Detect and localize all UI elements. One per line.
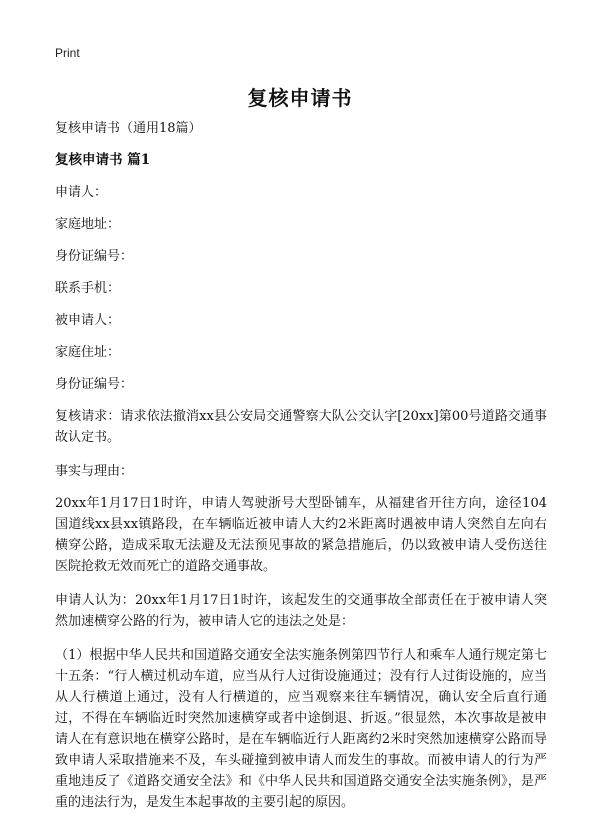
section-heading: 复核申请书 篇1: [55, 152, 151, 168]
facts-heading: 事实与理由：: [55, 464, 134, 479]
field-home-address: 家庭地址：: [55, 217, 121, 232]
field-respondent: 被申请人：: [55, 313, 121, 328]
document-subtitle: 复核申请书（通用18篇）: [55, 121, 202, 136]
print-link[interactable]: Print: [55, 46, 80, 60]
field-id-number: 身份证编号：: [55, 249, 134, 264]
document-title: 复核申请书: [247, 86, 353, 110]
field-respondent-address: 家庭住址：: [55, 345, 121, 360]
review-request: 复核请求：请求依法撤消xx县公安局交通警察大队公交认字[20xx]第00号道路交通事故认定书。: [55, 409, 547, 445]
paragraph-facts: 20xx年1月17日1时许，申请人驾驶浙号大型卧铺车，从福建省开往方向，途径104国道线xx县xx镇路段，在车辆临近被申请人大约2米距离时遇被申请人突然自左向右横穿公路，造成采取无法避及无法预见事故的紧急措施后，仍以致被申请人受伤送往医院抢救无效而死亡的道路交通事故。: [55, 496, 547, 574]
field-phone: 联系手机：: [55, 281, 121, 296]
field-respondent-id-number: 身份证编号：: [55, 377, 134, 392]
document-body: [55, 118, 547, 826]
paragraph-opinion: 申请人认为：20xx年1月17日1时许，该起发生的交通事故全部责任在于被申请人突然加速横穿公路的行为，被申请人它的违法之处是：: [55, 593, 547, 629]
paragraph-legal-basis: （1）根据中华人民共和国道路交通安全法实施条例第四节行人和乘车人通行规定第七十五条：“行人横过机动车道，应当从行人过街设施通过；没有行人过街设施的，应当从人行横道上通过，没有人行横道的，应当观察来往车辆情况，确认安全后直行通过，不得在车辆临近时突然加速横穿或者中途倒退、折返。”很显然，本次事故是被申请人在有意识地在横穿公路时，是在车辆临近行人距离约2米时突然加速横穿公路而导致申请人采取措施来不及，车头碰撞到被申请人而发生的事故。而被申请人的行为严重地违反了《道路交通安全法》和《中华人民共和国道路交通安全法实施条例》，是严重的违法行为，是发生本起事故的主要引起的原因。: [55, 648, 547, 810]
field-applicant: 申请人：: [55, 185, 108, 200]
